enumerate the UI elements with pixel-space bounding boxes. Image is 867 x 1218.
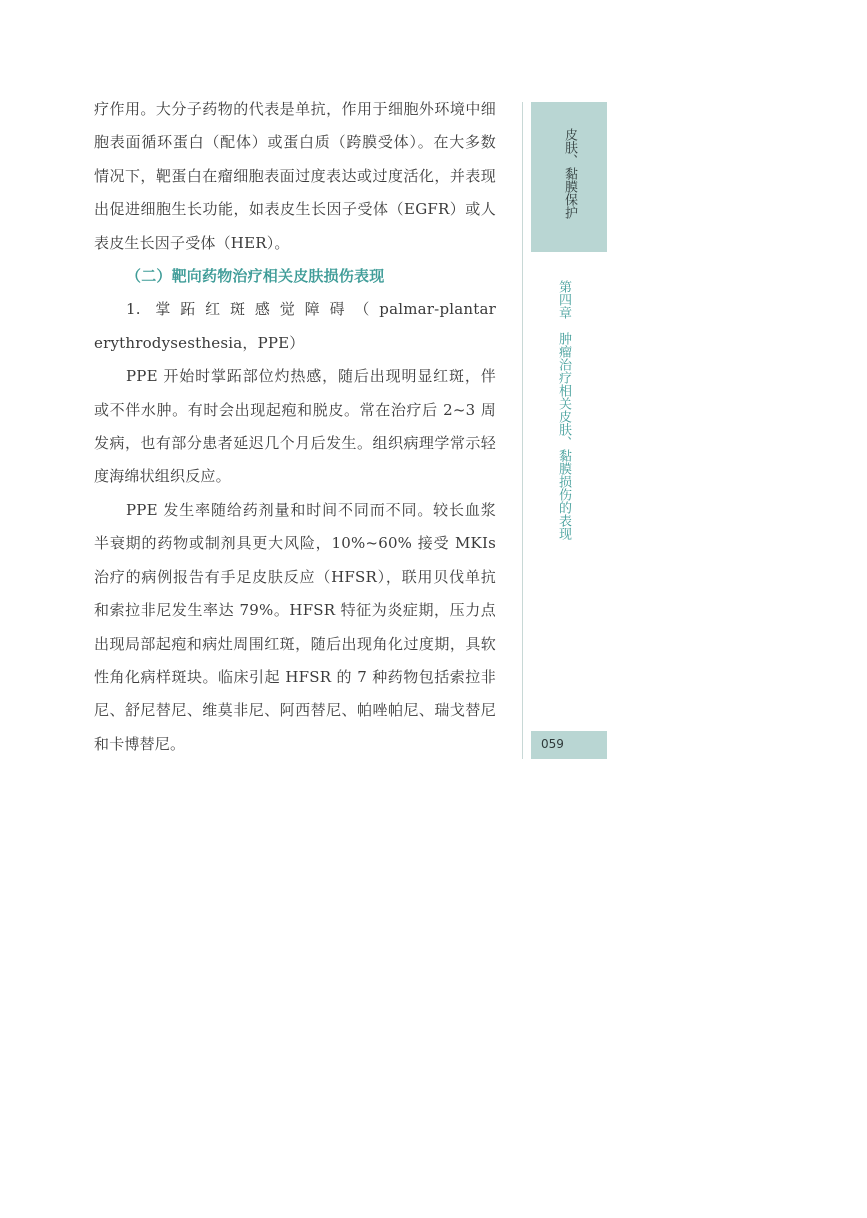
body-text: [94, 93, 496, 761]
page-number: 059: [541, 737, 564, 751]
section-tab: [531, 102, 607, 252]
chapter-label: 第四章 肿瘤治疗相关皮肤、黏膜损伤的表现: [556, 280, 571, 540]
section-subheading: （二）靶向药物治疗相关皮肤损伤表现: [126, 267, 385, 286]
paragraph-ppe-onset: PPE 开始时掌跖部位灼热感，随后出现明显红斑，伴或不伴水肿。有时会出现起疱和脱皮。常在治疗后 2~3 周发病，也有部分患者延迟几个月后发生。组织病理学常示轻度海绵状组织反应。: [94, 367, 496, 486]
paragraph-item-heading: 1. 掌跖红斑感觉障碍（palmar-plantar erythrodysesthesia，PPE）: [94, 300, 496, 352]
paragraph-intro: 疗作用。大分子药物的代表是单抗，作用于细胞外环境中细胞表面循环蛋白（配体）或蛋白质（跨膜受体）。在大多数情况下，靶蛋白在瘤细胞表面过度表达或过度活化，并表现出促进细胞生长功能，如表皮生长因子受体（EGFR）或人表皮生长因子受体（HER）。: [94, 100, 496, 252]
margin-divider: [522, 102, 523, 759]
paragraph-ppe-incidence: PPE 发生率随给药剂量和时间不同而不同。较长血浆半衰期的药物或制剂具更大风险，10%~60% 接受 MKIs 治疗的病例报告有手足皮肤反应（HFSR），联用贝伐单抗和索拉非尼发生率达 79%。HFSR 特征为炎症期，压力点出现局部起疱和病灶周围红斑，随后出现角化过度期，具软性角化病样斑块。临床引起 HFSR 的 7 种药物包括索拉非尼、舒尼替尼、维莫非尼、阿西替尼、帕唑帕尼、瑞戈替尼和卡博替尼。: [94, 500, 496, 753]
page-number-tab: [531, 731, 607, 759]
section-label: 皮肤、黏膜保护: [562, 128, 577, 219]
